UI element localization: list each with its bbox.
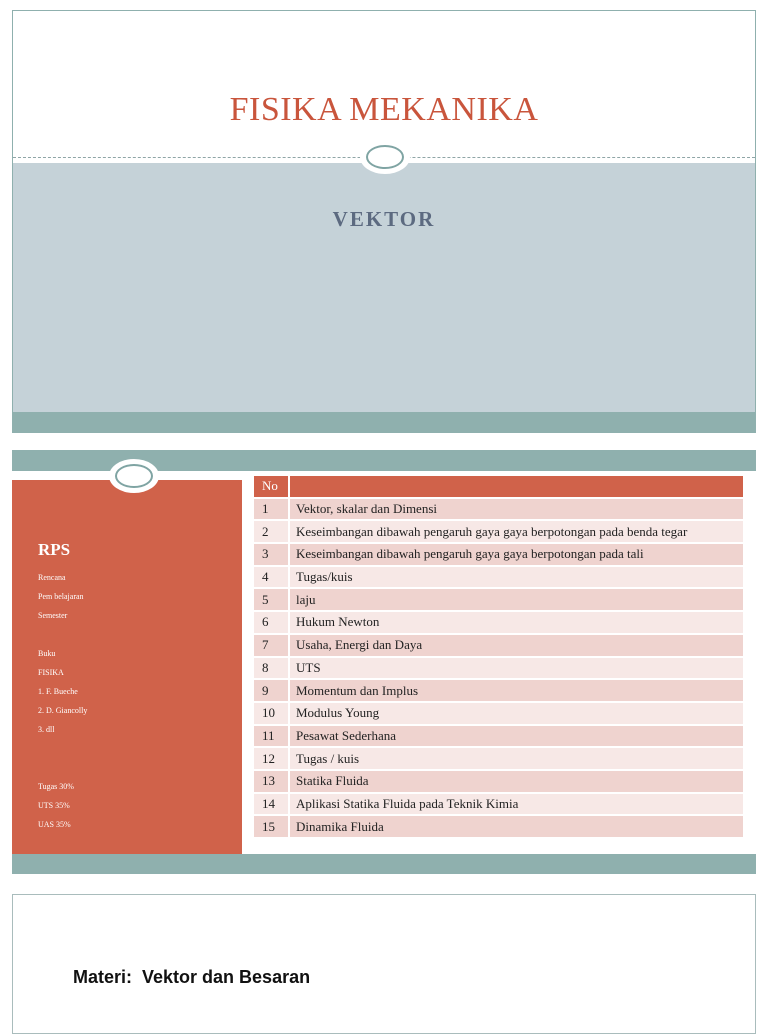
rps-info-line: UTS 35% — [38, 801, 70, 810]
topics-table — [254, 474, 743, 839]
rps-slide — [12, 450, 756, 874]
rps-info-line — [38, 625, 87, 644]
row-topic: Aplikasi Statika Fluida pada Teknik Kimia — [290, 794, 743, 815]
rps-info-line: Pem belajaran — [38, 592, 84, 601]
header-no: No — [254, 476, 290, 497]
materi-heading: Materi: Vektor dan Besaran — [73, 967, 311, 987]
row-number: 15 — [254, 816, 290, 837]
table-row — [254, 589, 743, 610]
rps-info-line: 2. D. Giancolly — [38, 706, 88, 715]
row-topic: Keseimbangan dibawah pengaruh gaya gaya berpotongan pada benda tegar — [290, 521, 743, 542]
ring-ornament-icon — [360, 140, 410, 174]
slide-title: FISIKA MEKANIKA — [229, 91, 539, 128]
row-topic: Usaha, Energi dan Daya — [290, 635, 743, 656]
row-number: 1 — [254, 499, 290, 520]
row-number: 10 — [254, 703, 290, 724]
row-topic: Tugas / kuis — [290, 748, 743, 769]
row-number: 13 — [254, 771, 290, 792]
row-number: 3 — [254, 544, 290, 565]
ring-ornament-icon — [109, 459, 159, 493]
row-number: 6 — [254, 612, 290, 633]
row-number: 7 — [254, 635, 290, 656]
rps-info-line — [38, 739, 87, 758]
table-row — [254, 612, 743, 633]
row-topic: Hukum Newton — [290, 612, 743, 633]
table-row — [254, 771, 743, 792]
table-row — [254, 794, 743, 815]
bottom-band — [13, 412, 755, 433]
row-topic: Tugas/kuis — [290, 567, 743, 588]
row-number: 14 — [254, 794, 290, 815]
table-row — [254, 521, 743, 542]
rps-heading: RPS — [38, 540, 71, 559]
table-row — [254, 544, 743, 565]
row-number: 8 — [254, 658, 290, 679]
rps-info-line: 3. dll — [38, 725, 55, 734]
row-topic: UTS — [290, 658, 743, 679]
rps-info-list — [38, 568, 87, 834]
slide-subtitle: VEKTOR — [332, 207, 436, 231]
row-number: 11 — [254, 726, 290, 747]
rps-side-panel — [12, 480, 242, 854]
row-topic: Modulus Young — [290, 703, 743, 724]
table-row — [254, 748, 743, 769]
row-topic: Momentum dan Implus — [290, 680, 743, 701]
table-row — [254, 726, 743, 747]
rps-info-line: Rencana — [38, 573, 66, 582]
rps-info-line: Tugas 30% — [38, 782, 74, 791]
materi-slide — [12, 894, 756, 1034]
rps-info-line: FISIKA — [38, 668, 64, 677]
bottom-band — [12, 854, 756, 874]
table-row — [254, 635, 743, 656]
table-row — [254, 567, 743, 588]
row-topic: laju — [290, 589, 743, 610]
row-number: 2 — [254, 521, 290, 542]
table-header-row — [254, 476, 743, 497]
rps-info-line: 1. F. Bueche — [38, 687, 78, 696]
row-topic: Pesawat Sederhana — [290, 726, 743, 747]
subtitle-panel — [13, 163, 755, 413]
row-topic: Keseimbangan dibawah pengaruh gaya gaya berpotongan pada tali — [290, 544, 743, 565]
row-topic: Statika Fluida — [290, 771, 743, 792]
row-topic: Vektor, skalar dan Dimensi — [290, 499, 743, 520]
header-topic — [290, 476, 743, 497]
table-row — [254, 703, 743, 724]
rps-info-line — [38, 758, 87, 777]
rps-info-line: UAS 35% — [38, 820, 71, 829]
row-number: 12 — [254, 748, 290, 769]
row-number: 4 — [254, 567, 290, 588]
rps-info-line: Semester — [38, 611, 68, 620]
table-row — [254, 658, 743, 679]
row-number: 5 — [254, 589, 290, 610]
title-slide — [12, 10, 756, 433]
row-topic: Dinamika Fluida — [290, 816, 743, 837]
table-row — [254, 816, 743, 837]
rps-info-line: Buku — [38, 649, 56, 658]
table-row — [254, 680, 743, 701]
row-number: 9 — [254, 680, 290, 701]
table-row — [254, 499, 743, 520]
